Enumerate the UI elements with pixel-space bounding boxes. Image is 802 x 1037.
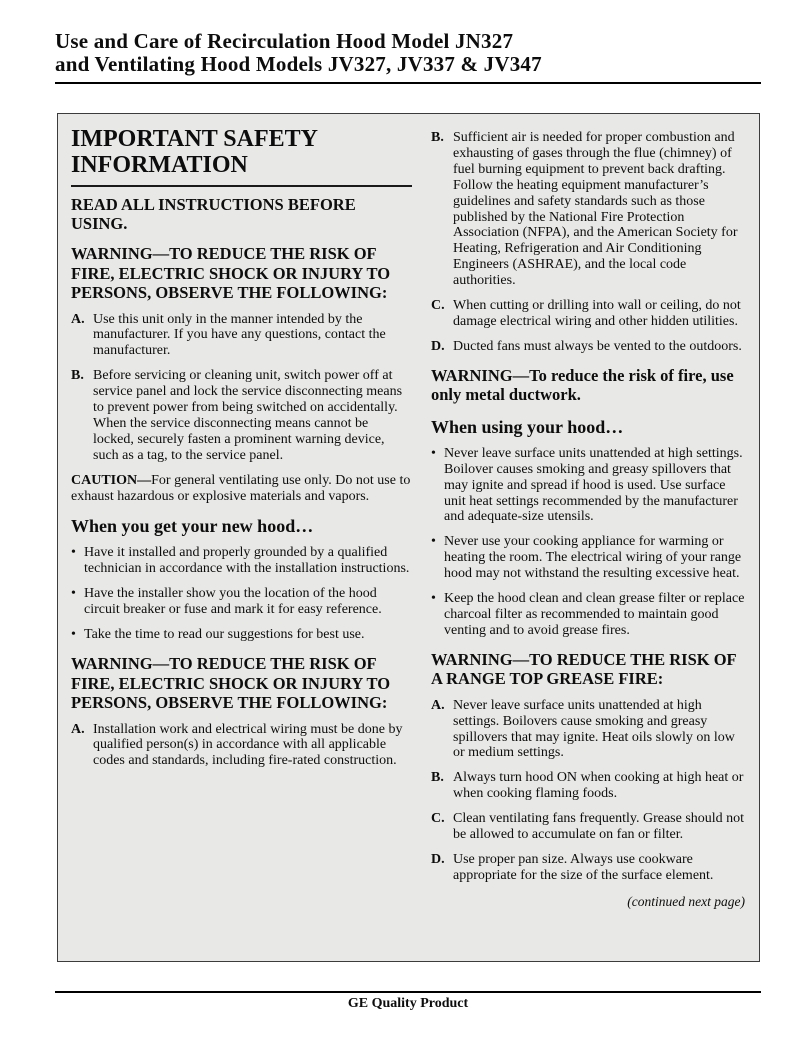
lettered-item-grease-a xyxy=(431,698,747,762)
lettered-item-install-c xyxy=(431,298,747,330)
subheading-new-hood: When you get your new hood… xyxy=(71,516,314,537)
caution-text: For general ventilating use only. Do not use to exhaust hazardous or explosive materials and vapors. xyxy=(71,472,411,504)
bullet-text: Never use your cooking appliance for warming or heating the room. The electrical wiring of your range hood may not withstand the resulting excessive heat. xyxy=(444,534,742,582)
warning-heading-metal-ductwork: WARNING—To reduce the risk of fire, use only metal ductwork. xyxy=(431,365,734,405)
warning-heading-fire-shock-use: WARNING—TO REDUCE THE RISK OF FIRE, ELECTRIC SHOCK OR INJURY TO PERSONS, OBSERVE THE FOLLOWING: xyxy=(71,244,391,302)
bullet-text: Have the installer show you the location of the hood circuit breaker or fuse and mark it for easy reference. xyxy=(84,586,382,618)
item-letter: A. xyxy=(71,721,85,737)
lettered-item-grease-d xyxy=(431,852,747,884)
item-letter: A. xyxy=(431,697,445,713)
document-title-line1: Use and Care of Recirculation Hood Model JN327 xyxy=(55,29,514,53)
footer-brand-text: GE Quality Product xyxy=(347,996,469,1011)
bullet-item xyxy=(71,627,412,643)
item-text: Always turn hood ON when cooking at high heat or when cooking flaming foods. xyxy=(453,770,744,802)
item-text: Installation work and electrical wiring must be done by qualified person(s) in accordance with all applicable codes and standards, including fire-rated construction. xyxy=(93,721,403,769)
item-letter: B. xyxy=(71,368,84,384)
caution-paragraph xyxy=(71,473,412,505)
lettered-item-grease-c xyxy=(431,811,747,843)
subheading-using-hood: When using your hood… xyxy=(431,416,624,437)
bullet-item xyxy=(71,545,412,577)
lettered-item-grease-b xyxy=(431,770,747,802)
read-all-instructions-heading: READ ALL INSTRUCTIONS BEFORE USING. xyxy=(71,195,356,233)
lettered-item-use-b xyxy=(71,368,412,463)
caution-lead: CAUTION— xyxy=(71,472,152,488)
item-letter: C. xyxy=(431,811,445,827)
item-text: Use this unit only in the manner intended by the manufacturer. If you have any questions, contact the manufacturer. xyxy=(93,311,386,359)
footer-divider xyxy=(55,991,761,993)
warning-heading-fire-shock-install: WARNING—TO REDUCE THE RISK OF FIRE, ELECTRIC SHOCK OR INJURY TO PERSONS, OBSERVE THE FOLLOWING: xyxy=(71,654,391,712)
bullet-text: Keep the hood clean and clean grease filter or replace charcoal filter as recommended to maintain good venting and to avoid grease fires. xyxy=(444,591,745,638)
safety-box-title: IMPORTANT SAFETY INFORMATION xyxy=(71,126,412,187)
item-text: Clean ventilating fans frequently. Grease should not be allowed to accumulate on fan or filter. xyxy=(453,811,745,843)
safety-left-column xyxy=(71,126,412,961)
item-letter: B. xyxy=(431,130,444,145)
important-safety-information-box xyxy=(57,113,760,962)
item-letter: A. xyxy=(71,311,85,327)
lettered-item-use-a xyxy=(71,312,412,360)
bullet-item xyxy=(431,591,747,639)
item-text: When cutting or drilling into wall or ceiling, do not damage electrical wiring and other hidden utilities. xyxy=(453,298,741,329)
bullet-item xyxy=(431,446,747,526)
continued-next-page-note: (continued next page) xyxy=(627,893,745,909)
lettered-item-install-b xyxy=(431,130,747,289)
item-text: Never leave surface units unattended at high settings. Boilovers cause smoking and greasy spillovers that may ignite. Heat oils slowly on low or medium settings. xyxy=(453,697,735,761)
item-letter: D. xyxy=(431,338,445,354)
item-text: Use proper pan size. Always use cookware appropriate for the size of the surface element. xyxy=(453,852,714,883)
item-text: Before servicing or cleaning unit, switch power off at service panel and lock the service disconnecting means to prevent power from being switched on accidentally. When the service disconnecting means cannot be locked, securely fasten a prominent warning device, such as a tag, to the service panel. xyxy=(93,368,403,463)
item-letter: C. xyxy=(431,298,445,314)
title-divider xyxy=(55,82,761,84)
item-text: Ducted fans must always be vented to the outdoors. xyxy=(453,338,742,354)
safety-right-column xyxy=(431,126,747,961)
bullet-text: Take the time to read our suggestions for best use. xyxy=(84,627,365,643)
bullet-item xyxy=(431,534,747,582)
item-letter: B. xyxy=(431,770,444,786)
lettered-item-install-a xyxy=(71,722,412,770)
bullet-text: Have it installed and properly grounded by a qualified technician in accordance with the installation instructions. xyxy=(84,545,410,577)
bullet-item xyxy=(71,586,412,618)
item-text: Sufficient air is needed for proper combustion and exhausting of gases through the flue (chimney) of fuel burning equipment to prevent back drafting. Follow the heating equipment manufacturer’s guidelines and safety standards such as those published by the National Fire Protection Association (NFPA), and the American Society for Heating, Refrigeration and Air Conditioning Engineers (ASHRAE), and the local code authorities. xyxy=(453,130,738,289)
document-title xyxy=(55,30,761,76)
bullet-text: Never leave surface units unattended at high settings. Boilover causes smoking and greasy spillovers that may ignite and spread if hood is used. Use surface unit heat settings recommended by the manufacturer and adequate-size utensils. xyxy=(444,445,743,525)
item-letter: D. xyxy=(431,852,445,867)
lettered-item-install-d xyxy=(431,339,747,355)
document-title-line2: and Ventilating Hood Models JV327, JV337 & JV347 xyxy=(55,52,542,76)
warning-heading-grease-fire: WARNING—TO REDUCE THE RISK OF A RANGE TOP GREASE FIRE: xyxy=(431,649,737,689)
